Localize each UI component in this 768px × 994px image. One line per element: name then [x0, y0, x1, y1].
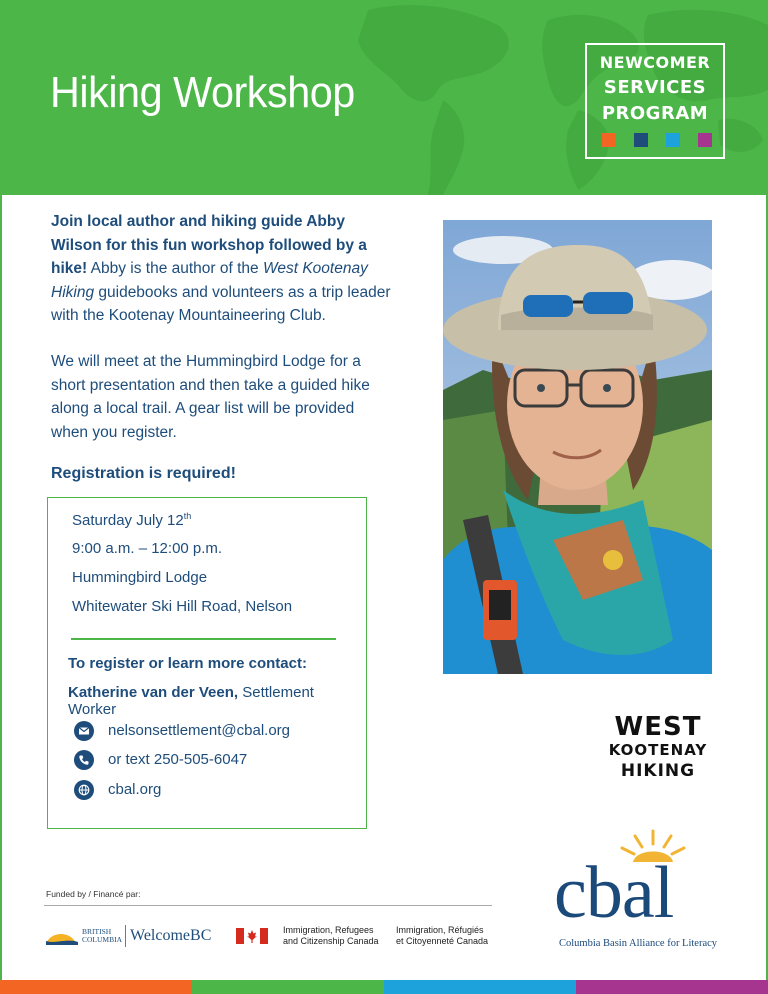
intro-lead: Join local author and hiking guide Abby Wilson for this fun workshop followed by a hike!: [51, 213, 367, 277]
contact-heading: To register or learn more contact:: [68, 655, 307, 672]
event-date: Saturday July 12th: [72, 511, 192, 529]
funders-divider: [44, 905, 492, 906]
email-icon: [74, 721, 94, 741]
program-logo-line3: PROGRAM: [601, 103, 709, 124]
ircc-french: Immigration, Réfugiés et Citoyenneté Canada: [396, 925, 489, 946]
wkh-logo-line2: KOOTENAY: [608, 741, 708, 759]
bc-wordmark: BRITISH COLUMBIA: [82, 927, 123, 944]
wkh-logo-line1: WEST: [614, 712, 702, 742]
canada-flag-icon: [236, 928, 268, 944]
divider: [71, 638, 336, 640]
orange-square: [602, 133, 616, 147]
details-paragraph: We will meet at the Hummingbird Lodge for a short presentation and then take a guided hike along a local trail. A gear list will be provided when you register.: [51, 353, 370, 441]
purple-square: [698, 133, 712, 147]
left-border: [0, 195, 2, 980]
bottom-stripe-blue: [384, 980, 576, 994]
registration-notice: Registration is required!: [51, 465, 236, 482]
welcomebc-wordmark: WelcomeBC: [130, 927, 212, 944]
globe-icon: [74, 780, 94, 800]
intro-text-a: Abby is the author of the: [87, 260, 263, 277]
contact-phone[interactable]: or text 250-505-6047: [108, 751, 248, 768]
contact-person: Katherine van der Veen, Settlement Worker: [68, 684, 314, 718]
program-logo-line2: SERVICES: [603, 77, 707, 98]
program-logo-line1: NEWCOMER: [599, 53, 711, 72]
funded-by-label: Funded by / Financé par:: [46, 889, 141, 899]
event-time: 9:00 a.m. – 12:00 p.m.: [72, 540, 223, 557]
contact-website-link[interactable]: cbal.org: [108, 781, 162, 798]
blue-square: [666, 133, 680, 147]
header-banner: [0, 0, 768, 195]
bottom-stripe-green: [192, 980, 384, 994]
program-logo-squares: [602, 133, 712, 147]
phone-icon: [74, 750, 94, 770]
bottom-stripe-orange: [0, 980, 192, 994]
contact-email-link[interactable]: nelsonsettlement@cbal.org: [108, 722, 290, 739]
bottom-stripe-purple: [576, 980, 768, 994]
page-title: Hiking Workshop: [50, 68, 355, 117]
intro-text-b: guidebooks and volunteers as a trip leader with the Kootenay Mountaineering Club.: [51, 283, 391, 324]
event-info-box: [47, 497, 367, 829]
cbal-tagline: Columbia Basin Alliance for Literacy: [559, 938, 718, 949]
navy-square: [634, 133, 648, 147]
portrait-illustration: [443, 220, 712, 674]
event-venue: Hummingbird Lodge: [72, 569, 208, 586]
guide-portrait-photo: [443, 220, 712, 674]
ircc-english: Immigration, Refugees and Citizenship Canada: [283, 925, 379, 946]
event-address: Whitewater Ski Hill Road, Nelson: [72, 598, 293, 615]
bc-separator: [125, 925, 126, 947]
cbal-wordmark: cbal: [554, 852, 674, 934]
intro-paragraph: [51, 210, 391, 328]
newcomer-services-program-logo: [585, 43, 725, 159]
book-title: West Kootenay Hiking: [51, 260, 368, 301]
wkh-logo-line3: HIKING: [620, 761, 696, 781]
